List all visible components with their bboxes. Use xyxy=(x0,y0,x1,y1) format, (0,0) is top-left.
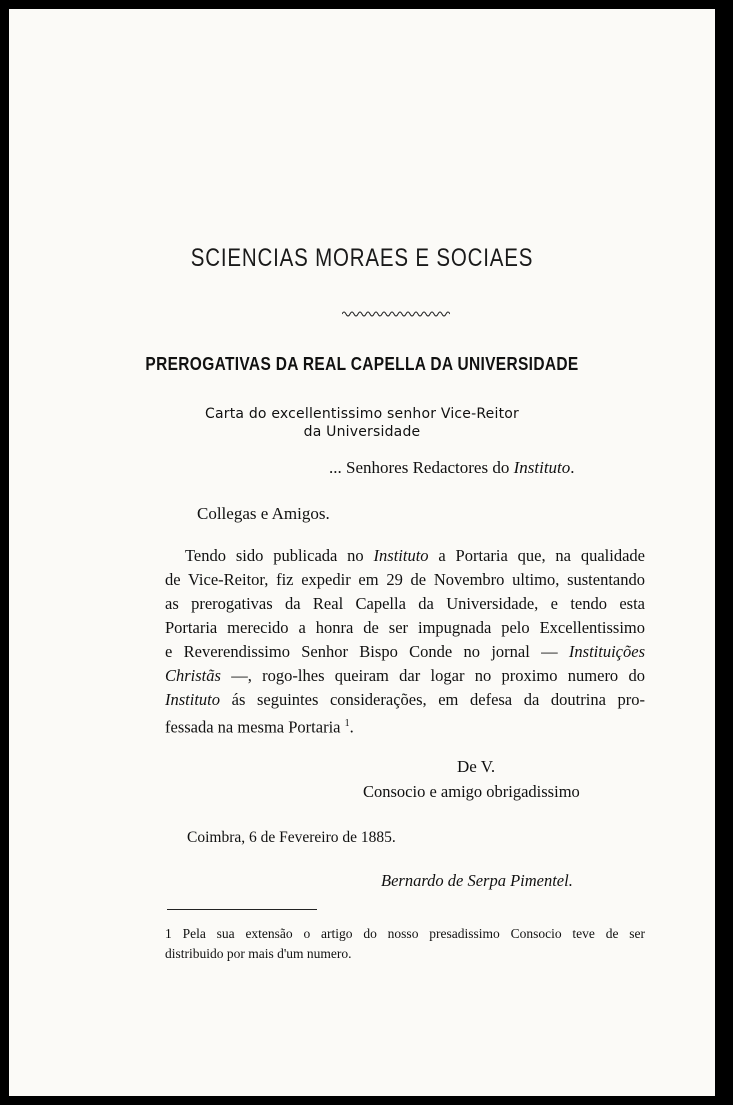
document-page xyxy=(9,9,715,1096)
body-italic: Instituições xyxy=(568,642,645,661)
body-text: e Reverendissimo Senhor Bispo Conde no jornal — xyxy=(165,642,569,661)
body-text: . xyxy=(349,717,354,737)
section-title: SCIENCIAS MORAES E SOCIAES xyxy=(190,244,534,272)
signature: Bernardo de Serpa Pimentel. xyxy=(381,871,573,890)
place-date: Coimbra, 6 de Fevereiro de 1885. xyxy=(187,829,396,846)
salutation-suffix: . xyxy=(570,458,575,477)
body-text: Tendo sido publicada no xyxy=(185,546,374,565)
footnote-marker: 1 xyxy=(344,718,350,729)
body-line xyxy=(185,546,645,566)
salutation-prefix: ... Senhores Redactores do xyxy=(329,458,514,477)
body-line xyxy=(165,642,645,662)
body-text: fessada na mesma Portaria xyxy=(165,717,345,737)
article-title: PREROGATIVAS DA REAL CAPELLA DA UNIVERSIDADE xyxy=(145,354,579,374)
subtitle-line-2: da Universidade xyxy=(303,424,421,440)
body-text: a Portaria que, na qualidade xyxy=(428,546,645,565)
body-line xyxy=(165,690,645,710)
greeting: Collegas e Amigos. xyxy=(197,504,330,523)
body-text: —, rogo-lhes queiram dar logar no proximo numero do xyxy=(220,666,645,685)
salutation xyxy=(329,458,575,478)
body-italic: Instituto xyxy=(373,546,429,565)
footnote-line-1: 1 Pela sua extensão o artigo do nosso presadissimo Consocio teve de ser xyxy=(165,926,645,941)
body-text: ás seguintes considerações, em defesa da doutrina pro- xyxy=(220,690,645,709)
body-line: Portaria merecido a honra de ser impugnada pelo Excellentissimo xyxy=(165,618,645,637)
signoff-line-2: Consocio e amigo obrigadissimo xyxy=(363,782,580,801)
body-line: de Vice-Reitor, fiz expedir em 29 de Novembro ultimo, sustentando xyxy=(165,570,645,589)
signoff-line-1: De V. xyxy=(457,757,496,776)
subtitle-line-1: Carta do excellentissimo senhor Vice-Reitor xyxy=(205,406,519,422)
body-line xyxy=(165,714,645,738)
body-italic: Instituto xyxy=(165,690,221,709)
salutation-journal: Instituto xyxy=(513,458,571,477)
body-line: as prerogativas da Real Capella da Universidade, e tendo esta xyxy=(165,594,645,613)
body-italic: Christãs xyxy=(165,666,221,685)
footnote-rule xyxy=(167,909,317,910)
decorative-wavy-rule xyxy=(342,310,450,318)
scan-border xyxy=(715,0,733,1105)
footnote-line-2: distribuido por mais d'um numero. xyxy=(165,946,352,961)
body-line xyxy=(165,666,645,686)
